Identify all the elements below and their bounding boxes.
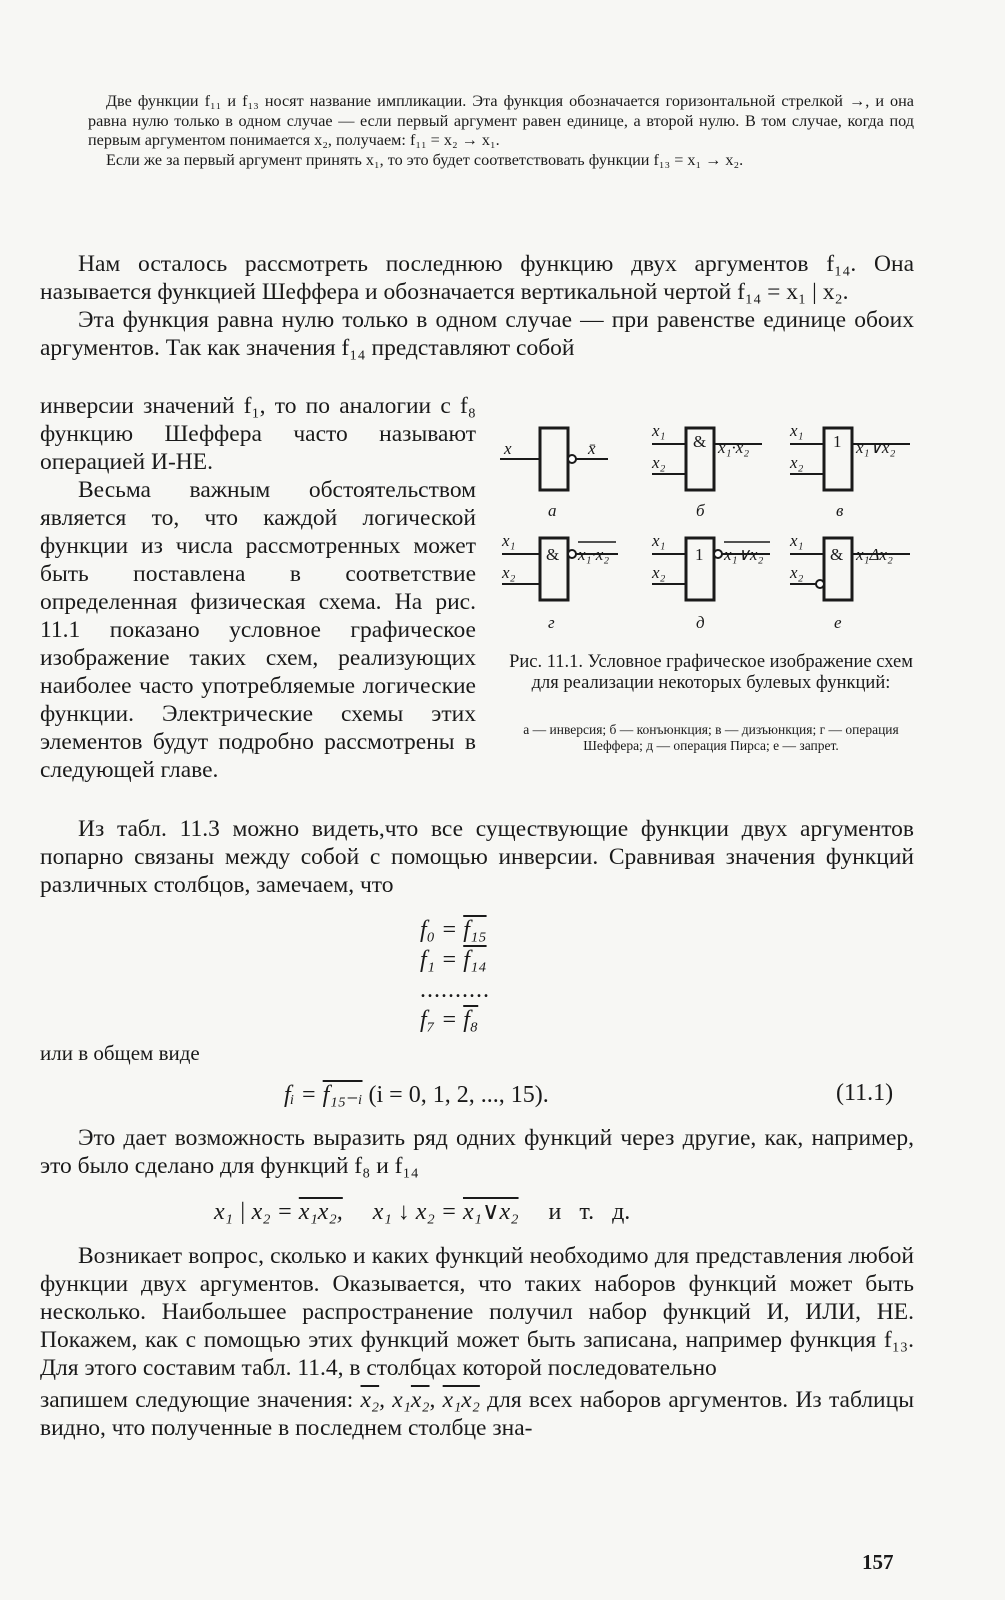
figure-legend-text: а — инверсия; б — конъюнкция; в — дизъюнкция; г — операция Шеффера; д — операция Пирса; е — запрет. xyxy=(523,722,899,753)
gate-b-input-1: x₁ xyxy=(652,421,666,440)
gate-v-letter: в xyxy=(836,501,844,520)
equation-3-right: f₈ xyxy=(463,1007,479,1033)
formula-pierce-left: x₁ ↓ x₂ = xyxy=(342,1199,463,1225)
gate-b-output: x₁·x₂ xyxy=(718,438,750,457)
gate-a-inverter xyxy=(500,428,608,520)
gate-d-letter: д xyxy=(696,613,705,632)
inversion-paragraph xyxy=(40,815,914,899)
gate-g-letter: г xyxy=(548,613,555,632)
general-eq-range: (i = 0, 1, 2, ..., 15). xyxy=(362,1082,549,1108)
general-equation xyxy=(284,1080,549,1109)
equation-1-left: f₀ = xyxy=(420,917,464,943)
gate-b-symbol: & xyxy=(693,432,707,451)
equation-2-right: f₁₄ xyxy=(463,947,487,973)
general-eq-left: fᵢ = xyxy=(284,1082,323,1108)
gate-a-letter: а xyxy=(548,501,557,520)
gate-e-prohibition xyxy=(789,531,910,632)
figure-caption: Рис. 11.1. Условное графическое изображение схем для реализации некоторых булевых функций: xyxy=(509,652,913,693)
gate-d-input-2: x₂ xyxy=(652,563,666,582)
formula-pierce-right: x₁∨x₂ xyxy=(462,1199,519,1225)
formula-sheffer-left: x₁ | x₂ = xyxy=(214,1199,299,1225)
gate-v-output: x₁∨x₂ xyxy=(856,438,896,457)
value-sep: , xyxy=(429,1387,443,1413)
figure-legend xyxy=(508,722,914,754)
value-not-x2-b: x₂ xyxy=(410,1387,430,1413)
figure-11-1 xyxy=(490,398,930,648)
inversion-equations xyxy=(420,915,490,1035)
gate-a-output: x̄ xyxy=(588,439,596,458)
equation-dots: .......... xyxy=(420,977,490,1003)
page-number: 157 xyxy=(862,1550,894,1574)
gate-v-input-1: x₁ xyxy=(790,421,804,440)
gate-b-input-2: x₂ xyxy=(652,453,666,472)
equation-number: (11.1) xyxy=(836,1080,894,1106)
sheffer-pierce-formula xyxy=(214,1197,630,1226)
gate-g-input-2: x₂ xyxy=(502,563,516,582)
gate-d-input-1: x₁ xyxy=(652,531,666,550)
gate-e-input-1: x₁ xyxy=(790,531,804,550)
gate-b-letter: б xyxy=(696,501,705,520)
sheffer-section xyxy=(40,250,914,362)
inversion-paragraph-text: Из табл. 11.3 можно видеть,что все существующие функции двух аргументов попарно связаны между собой с помощью инверсии. Сравнивая значения функций различных столбцов, замечаем, что xyxy=(40,816,914,898)
general-form-label: или в общем виде xyxy=(40,1041,200,1065)
gate-g-input-1: x₁ xyxy=(502,531,516,550)
equation-3-left: f₇ = xyxy=(420,1007,464,1033)
function-set-section xyxy=(40,1242,914,1442)
gate-b-conjunction xyxy=(651,421,762,520)
table-values-paragraph xyxy=(40,1386,914,1442)
gate-e-output: x₁Δx₂ xyxy=(856,545,893,564)
value-not-x1x2: x₁x₂ xyxy=(442,1387,480,1413)
left-column-paragraph-1: инверсии значений f₁, то по аналогии с f₈ функцию Шеффера часто называют операцией И-НЕ. xyxy=(40,393,476,475)
value-x1: , x₁ xyxy=(379,1387,411,1413)
gate-d-pierce xyxy=(651,531,770,632)
intro-paragraphs xyxy=(88,92,914,170)
sheffer-paragraph-1: Нам осталось рассмотреть последнюю функцию двух аргументов f₁₄. Она называется функцией Шеффера и обозначается вертикальной чертой f₁₄ = x₁ | x₂. xyxy=(40,251,914,305)
expression-paragraph xyxy=(40,1124,914,1180)
gate-e-letter: е xyxy=(834,613,842,632)
gate-g-sheffer xyxy=(501,531,618,632)
gate-e-input-2: x₂ xyxy=(790,563,804,582)
value-not-x2: x₂ xyxy=(360,1387,380,1413)
general-eq-right: f₁₅₋ᵢ xyxy=(322,1082,363,1108)
logic-gates-diagram xyxy=(490,398,930,648)
gate-a-input: x xyxy=(504,439,512,458)
gate-e-symbol: & xyxy=(830,545,844,564)
gate-d-output: x₁∨x₂ xyxy=(724,545,764,564)
gate-g-symbol: & xyxy=(546,545,560,564)
equation-2-left: f₁ = xyxy=(420,947,464,973)
expression-paragraph-text: Это дает возможность выразить ряд одних функций через другие, как, например, это было сделано для функций f₈ и f₁₄ xyxy=(40,1125,914,1179)
equation-row-1 xyxy=(420,915,490,945)
equation-row-3 xyxy=(420,1005,490,1035)
intro-paragraph-1: Две функции f₁₁ и f₁₃ носят название импликации. Эта функция обозначается горизонтальной стрелкой →, и она равна нулю только в одном случае — если первый аргумент равен единице, а второй нулю. В том случае, когда под первым аргументом понимается x₂, получаем: f₁₁ = x₂ → x₁. xyxy=(88,92,914,150)
gate-v-symbol: 1 xyxy=(833,432,842,451)
intro-paragraph-2: Если же за первый аргумент принять x₁, то это будет соответствовать функции f₁₃ = x₁ → x₂. xyxy=(106,150,744,169)
equation-row-2 xyxy=(420,945,490,975)
left-column-paragraph-2: Весьма важным обстоятельством является то, что каждой логической функции из числа рассмотренных может быть поставлена в соответствие определенная физическая схема. На рис. 11.1 показано условное графическое изображение таких схем, реализующих наиболее часто употребляемые логические функции. Электрические схемы этих элементов будут подробно рассмотрены в следующей главе. xyxy=(40,477,476,783)
formula-sheffer-right: x₁x₂, xyxy=(298,1199,343,1225)
left-column-text xyxy=(40,392,476,784)
formula-tail: и т. д. xyxy=(518,1199,631,1225)
gate-v-disjunction xyxy=(789,421,910,520)
sheffer-paragraph-2: Эта функция равна нулю только в одном случае — при равенстве единице обоих аргументов. Так как значения f₁₄ представляют собой xyxy=(40,307,914,361)
equation-1-right: f₁₅ xyxy=(463,917,487,943)
gate-d-symbol: 1 xyxy=(695,545,704,564)
function-set-paragraph: Возникает вопрос, сколько и каких функций необходимо для представления любой функции двух аргументов. Оказывается, что таких наборов функций может быть несколько. Наибольшее распространение получил набор функций И, ИЛИ, НЕ. Покажем, как с помощью этих функций может быть записана, например функция f₁₃. Для этого составим табл. 11.4, в столбцах которой последовательно xyxy=(40,1243,914,1381)
table-values-intro: запишем следующие значения: xyxy=(40,1387,361,1413)
gate-g-output: x₁·x₂ xyxy=(578,545,610,564)
table-values-tail: для всех наборов аргументов. Из таблицы видно, что полученные в последнем столбце зна- xyxy=(40,1387,915,1441)
gate-v-input-2: x₂ xyxy=(790,453,804,472)
